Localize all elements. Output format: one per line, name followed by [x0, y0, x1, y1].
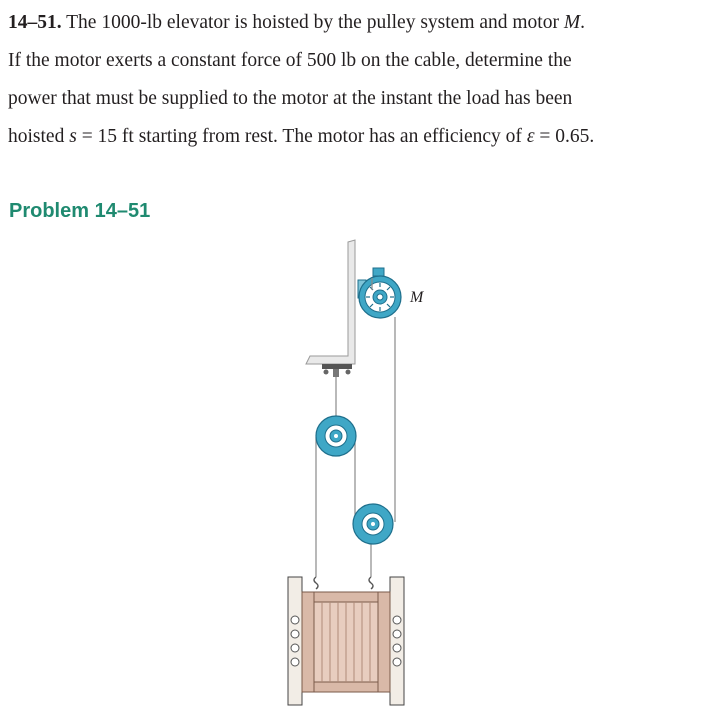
motor — [358, 268, 401, 318]
upper-pulley — [316, 416, 356, 456]
elevator-crate — [302, 592, 390, 692]
motor-symbol: M — [563, 12, 581, 33]
motor-label: M — [410, 289, 424, 306]
ceiling-fixture — [322, 364, 352, 377]
problem-text-line4b: = 15 ft starting from rest. The motor has an efficiency of — [76, 126, 527, 147]
lower-pulley — [353, 504, 393, 544]
problem-heading: Problem 14–51 — [9, 200, 151, 222]
problem-text-line1: The 1000-lb elevator is hoisted by the pulley system and motor — [61, 12, 564, 33]
wall-bracket — [306, 240, 355, 364]
problem-text-line4c: = 0.65. — [534, 126, 595, 147]
problem-text-line4a: hoisted — [8, 126, 70, 147]
variable-epsilon: ε — [526, 126, 535, 147]
problem-statement — [8, 4, 698, 156]
problem-text-line3: power that must be supplied to the motor at the instant the load has been — [8, 88, 573, 109]
hooks — [314, 577, 373, 589]
elevator-pulley-figure — [270, 232, 450, 712]
problem-number: 14–51. — [8, 12, 62, 33]
problem-text-line1-end: . — [580, 12, 585, 33]
problem-text-line2: If the motor exerts a constant force of 500 lb on the cable, determine the — [8, 50, 572, 71]
variable-s: s — [69, 126, 77, 147]
